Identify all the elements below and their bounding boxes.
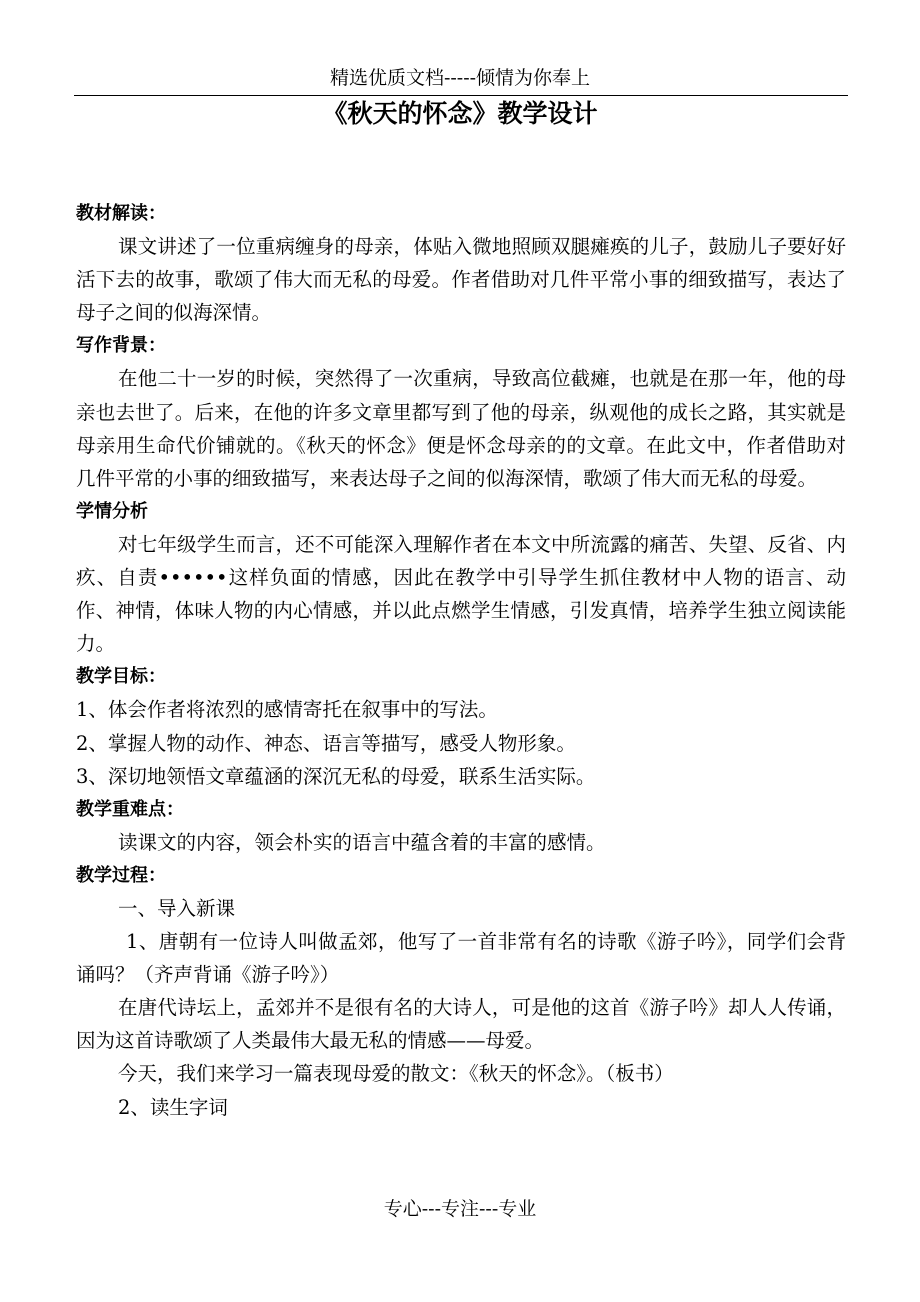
process-paragraph: 1、唐朝有一位诗人叫做孟郊，他写了一首非常有名的诗歌《游子吟》，同学们会背诵吗？（齐声背诵《游子吟》） — [76, 930, 846, 987]
goal-item: 1、体会作者将浓烈的感情寄托在叙事中的写法。 — [76, 698, 498, 722]
goal-item: 2、掌握人物的动作、神态、语言等描写，感受人物形象。 — [76, 731, 576, 755]
document-body — [76, 197, 846, 1124]
section-heading-background: 写作背景： — [76, 335, 166, 357]
section-heading-material: 教材解读： — [76, 203, 166, 224]
document-title: 《秋天的怀念》教学设计 — [322, 99, 598, 128]
process-step-title: 一、导入新课 — [118, 896, 236, 920]
background-paragraph: 在他二十一岁的时候，突然得了一次重病，导致高位截瘫，也就是在那一年，他的母亲也去世了。后来，在他的许多文章里都写到了他的母亲，纵观他的成长之路，其实就是母亲用生命代价铺就的。《秋天的怀念》便是怀念母亲的的文章。在此文中，作者借助对几件平常的小事的细致描写，来表达母子之间的似海深情，歌颂了伟大而无私的母爱。 — [76, 367, 846, 490]
process-step-item: 2、读生字词 — [118, 1095, 228, 1119]
process-paragraph: 在唐代诗坛上，孟郊并不是很有名的大诗人，可是他的这首《游子吟》却人人传诵，因为这首诗歌颂了人类最伟大最无私的情感——母爱。 — [76, 996, 846, 1053]
page-header: 精选优质文档-----倾情为你奉上 — [329, 67, 591, 89]
section-heading-process: 教学过程： — [76, 864, 166, 886]
analysis-paragraph: 对七年级学生而言，还不可能深入理解作者在本文中所流露的痛苦、失望、反省、内疚、自责••••••这样负面的情感，因此在教学中引导学生抓住教材中人物的语言、动作、神情，体味人物的内心情感，并以此点燃学生情感，引发真情，培养学生独立阅读能力。 — [76, 532, 846, 656]
section-heading-key-points: 教学重难点： — [76, 798, 184, 820]
material-paragraph: 课文讲述了一位重病缠身的母亲，体贴入微地照顾双腿瘫痪的儿子，鼓励儿子要好好活下去的故事，歌颂了伟大而无私的母爱。作者借助对几件平常小事的细致描写，表达了母子之间的似海深情。 — [76, 235, 846, 325]
section-heading-analysis: 学情分析 — [76, 500, 148, 522]
goal-item: 3、深切地领悟文章蕴涵的深沉无私的母爱，联系生活实际。 — [76, 764, 596, 788]
section-heading-goals: 教学目标： — [76, 666, 166, 688]
key-points-paragraph: 读课文的内容，领会朴实的语言中蕴含着的丰富的感情。 — [118, 830, 606, 854]
process-paragraph: 今天，我们来学习一篇表现母爱的散文：《秋天的怀念》。（板书） — [118, 1062, 674, 1086]
page-footer: 专心---专注---专业 — [383, 1198, 537, 1220]
